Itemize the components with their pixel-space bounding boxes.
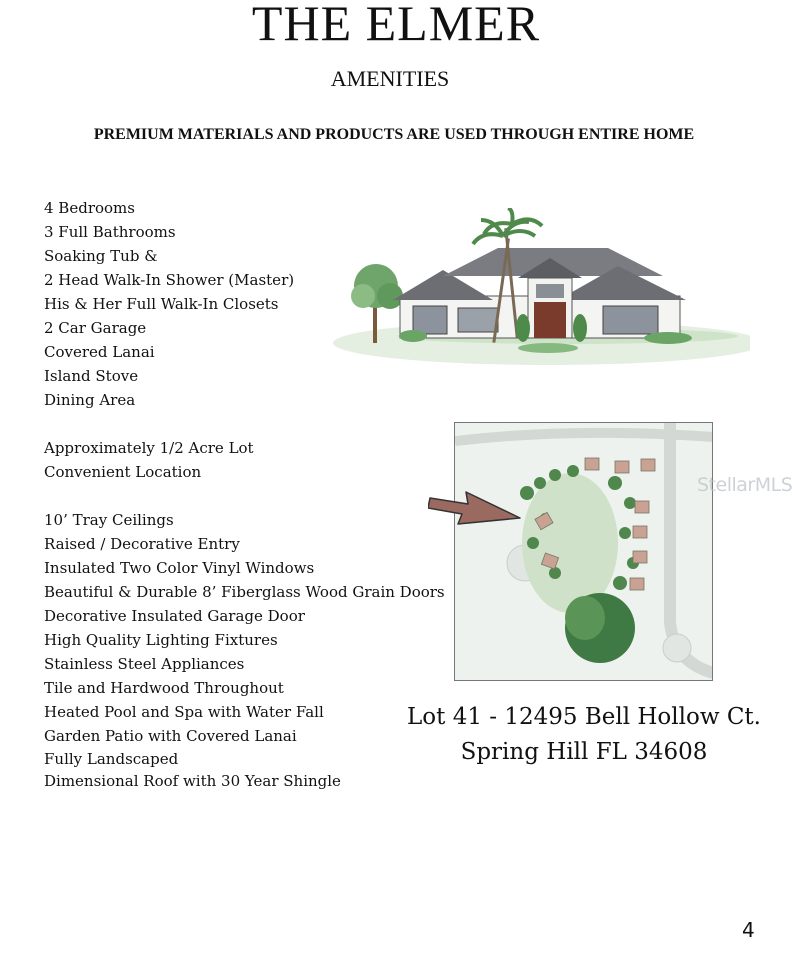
list-item: 3 Full Bathrooms — [44, 223, 176, 241]
watermark: StellarMLS — [697, 474, 792, 496]
tagline: PREMIUM MATERIALS AND PRODUCTS ARE USED THROUGH ENTIRE HOME — [93, 126, 695, 143]
list-item: Tile and Hardwood Throughout — [44, 679, 284, 697]
address-line-1: Lot 41 - 12495 Bell Hollow Ct. — [407, 704, 761, 730]
site-plan-drawing — [455, 423, 713, 681]
list-item: Dimensional Roof with 30 Year Shingle — [44, 772, 341, 790]
amenities-list-features — [44, 508, 445, 792]
lot-pointer-arrow-icon — [428, 488, 522, 528]
list-item: Garden Patio with Covered Lanai — [44, 727, 297, 745]
list-item: Stainless Steel Appliances — [44, 655, 245, 673]
list-item: Approximately 1/2 Acre Lot — [44, 439, 254, 457]
address-line-2: Spring Hill FL 34608 — [460, 739, 708, 765]
list-item: Heated Pool and Spa with Water Fall — [44, 703, 324, 721]
amenities-list-rooms — [44, 196, 294, 412]
page-title: THE ELMER — [251, 0, 541, 51]
list-item: 2 Car Garage — [44, 319, 147, 337]
list-item: 4 Bedrooms — [44, 199, 135, 217]
list-item: Beautiful & Durable 8’ Fiberglass Wood Grain Doors — [44, 583, 445, 601]
amenities-list-lot — [44, 436, 254, 484]
list-item: Convenient Location — [44, 463, 202, 481]
list-item: Raised / Decorative Entry — [44, 535, 240, 553]
site-plan-map — [454, 422, 713, 681]
section-subtitle: AMENITIES — [330, 66, 450, 91]
page-number: 4 — [742, 918, 755, 942]
list-item: 10’ Tray Ceilings — [44, 511, 174, 529]
list-item: 2 Head Walk-In Shower (Master) — [44, 271, 295, 289]
list-item: Dining Area — [44, 391, 136, 409]
list-item: Insulated Two Color Vinyl Windows — [44, 559, 315, 577]
list-item: Covered Lanai — [44, 343, 155, 361]
list-item: Island Stove — [44, 367, 139, 385]
list-item: High Quality Lighting Fixtures — [44, 631, 278, 649]
list-item: Fully Landscaped — [44, 750, 179, 768]
list-item: Decorative Insulated Garage Door — [44, 607, 305, 625]
list-item: His & Her Full Walk-In Closets — [44, 295, 279, 313]
list-item: Soaking Tub & — [44, 247, 158, 265]
house-rendering-image — [318, 208, 750, 388]
